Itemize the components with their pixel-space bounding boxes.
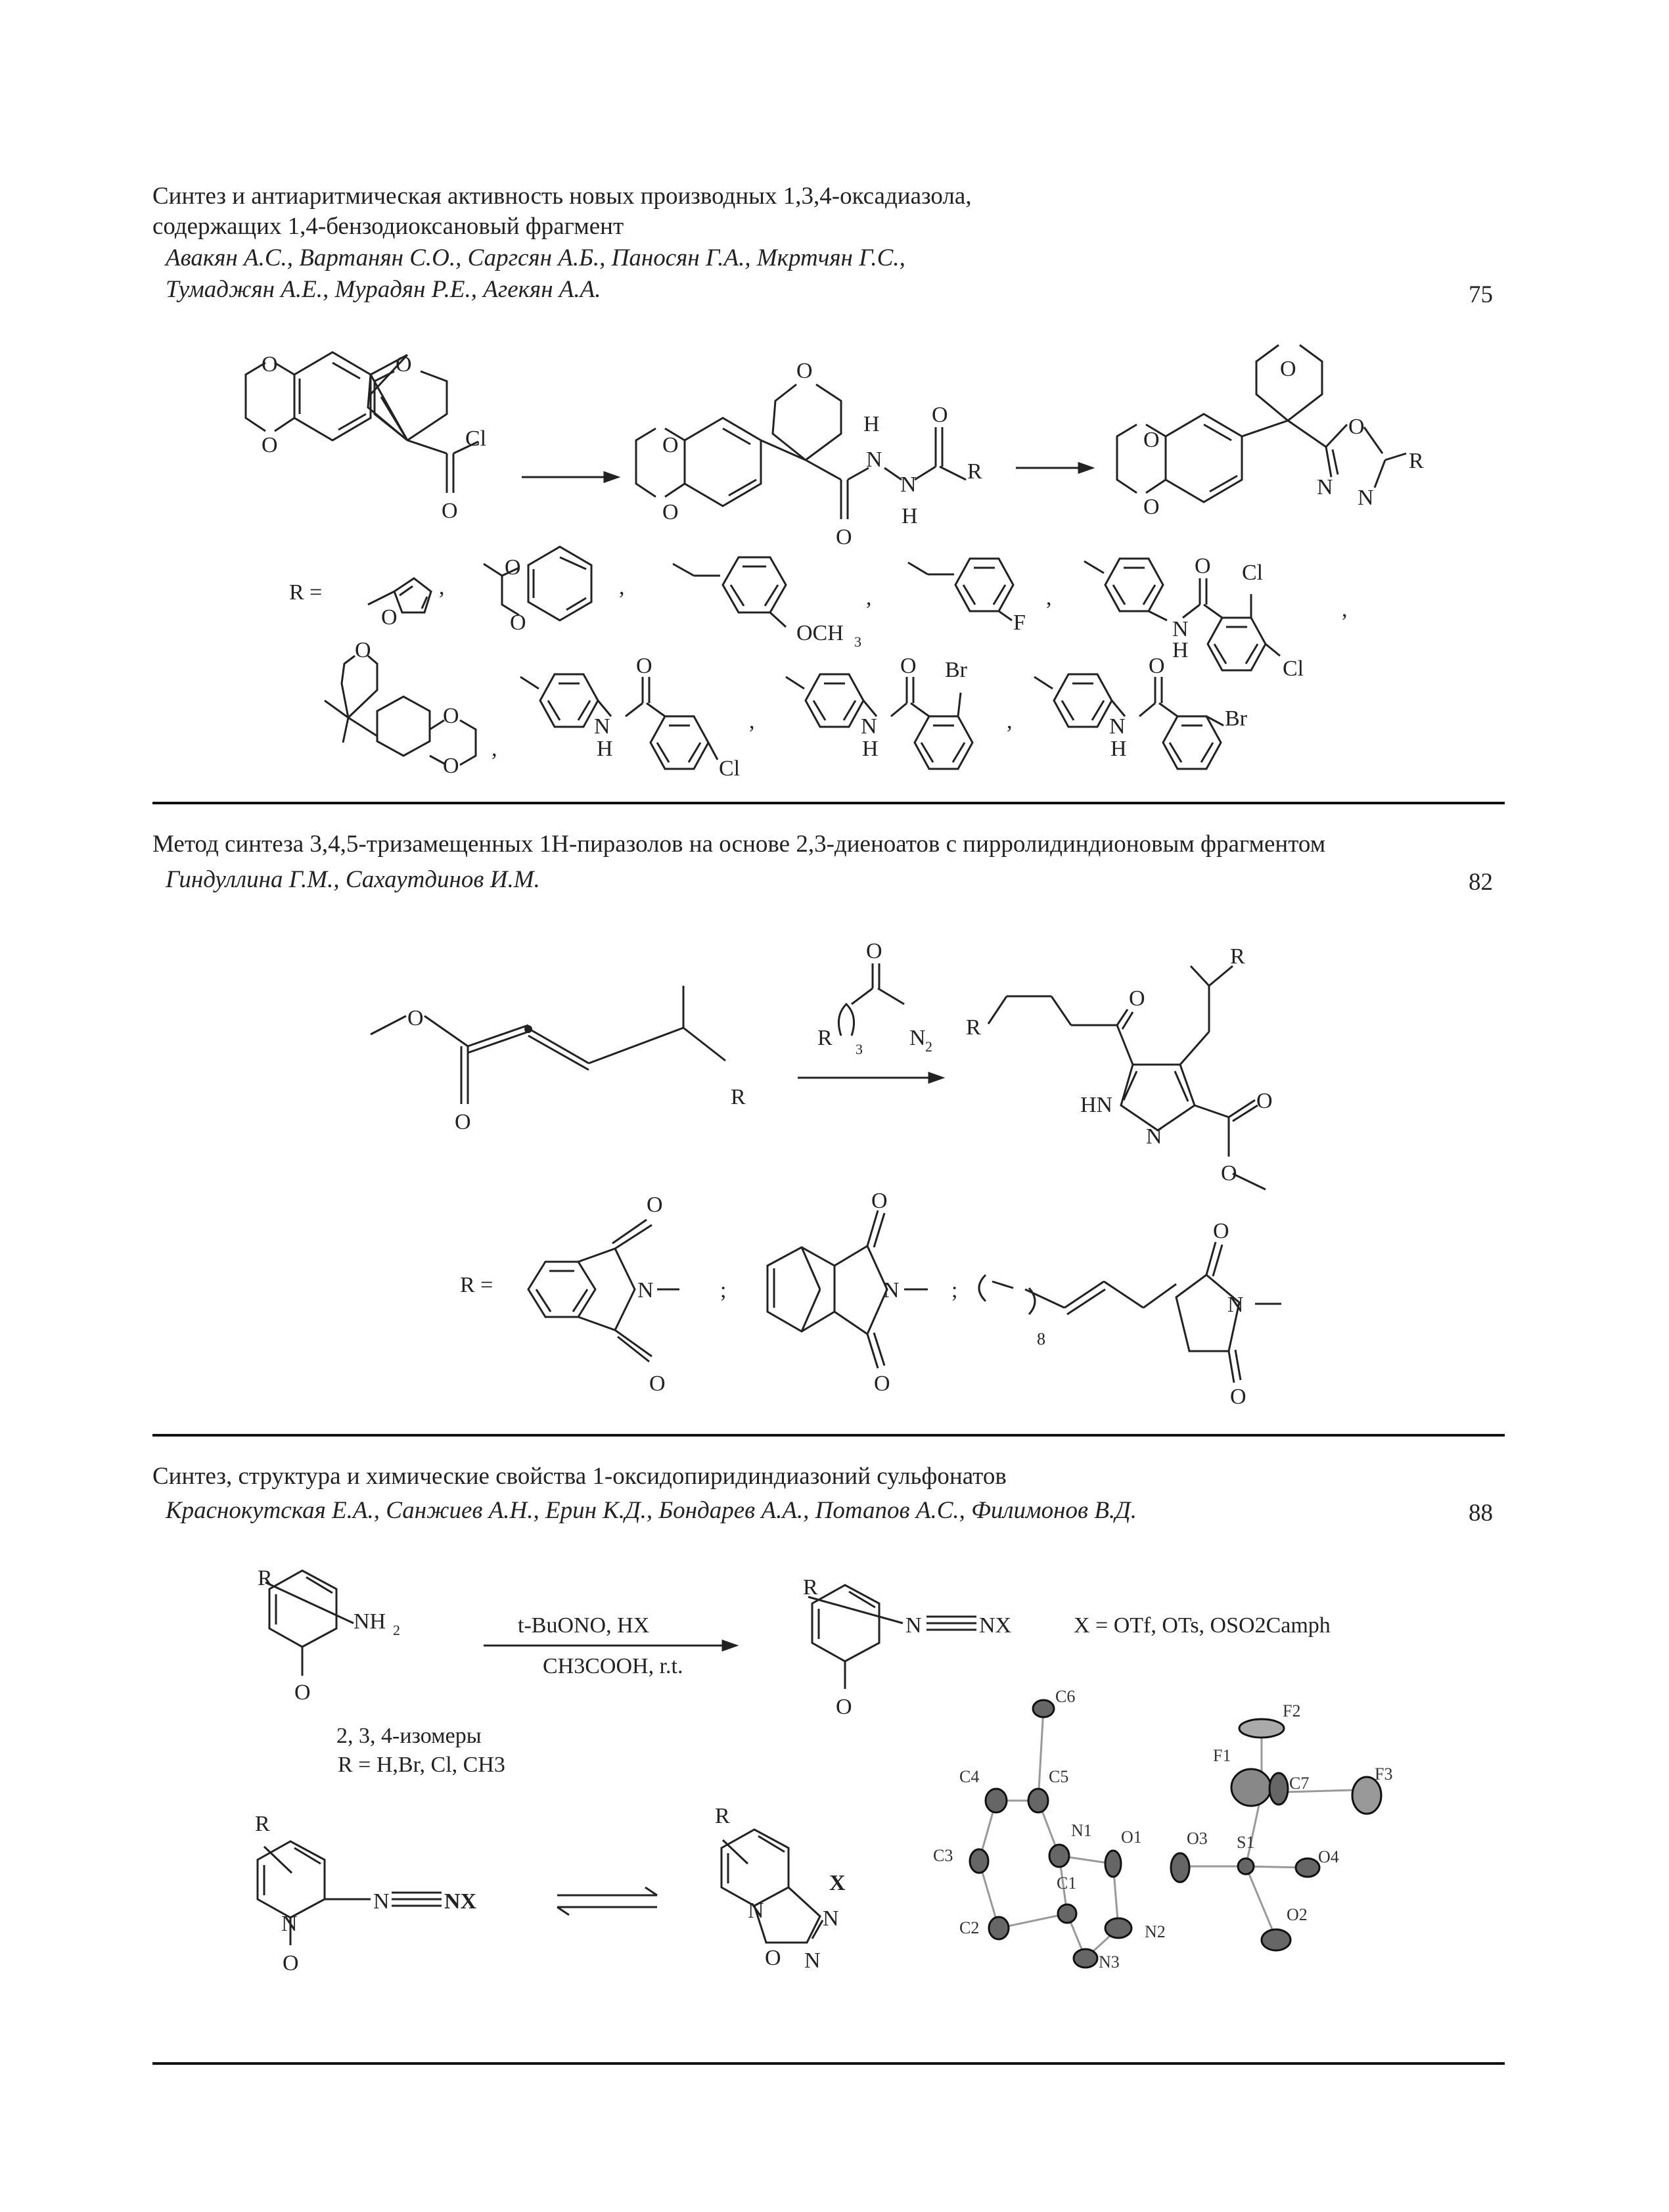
section-2-title: Метод синтеза 3,4,5-тризамещенных 1H-пиразолов на основе 2,3-диеноатов с пирролидиндионовым фрагментом (152, 831, 1326, 858)
o-atom: O (1221, 1161, 1237, 1186)
subscript-2: 2 (925, 1038, 932, 1055)
r-group: R (803, 1575, 818, 1600)
isomers-note: 2, 3, 4-изомеры (336, 1724, 482, 1748)
atom-label: F2 (1283, 1701, 1301, 1720)
o-atom: O (900, 654, 917, 678)
o-atom: O (455, 1110, 471, 1134)
scheme-1 (246, 345, 1424, 781)
o-atom: O (443, 704, 459, 728)
atom-label: N3 (1099, 1952, 1120, 1971)
x-definition: X = OTf, OTs, OSO2Camph (1074, 1613, 1331, 1638)
atom-label: N2 (1145, 1922, 1166, 1941)
atom-label: C3 (933, 1846, 953, 1865)
bromobenzamide-meta-aryl-group (1034, 674, 1223, 769)
o-minus-label: O (836, 1695, 852, 1719)
o-atom: O (1348, 415, 1365, 439)
o-atom: O (1129, 986, 1145, 1011)
n-atom: N (883, 1278, 900, 1302)
section-3-authors: Краснокутская Е.А., Санжиев А.Н., Ерин К.Д., Бондарев А.А., Потапов А.С., Филимонов В.Д. (166, 1497, 1137, 1524)
h-atom: H (597, 737, 613, 761)
r-group: R (817, 1026, 833, 1050)
diazoketone-reagent (838, 963, 904, 1036)
reagent-top: t-BuONO, HX (518, 1613, 650, 1638)
r-definition: R = H,Br, Cl, CH3 (338, 1753, 505, 1777)
pyridinediazonium-product (808, 1585, 976, 1689)
atom-label: O3 (1187, 1829, 1208, 1848)
atom-label: C4 (959, 1767, 980, 1786)
norbornene-dicarboximide-group (767, 1210, 928, 1368)
subscript-8: 8 (1037, 1329, 1045, 1348)
atom-label: C1 (1057, 1874, 1077, 1893)
reaction-arrow (798, 1073, 942, 1082)
pyrazole-product-structure (988, 966, 1266, 1189)
n-atom: N (900, 472, 917, 497)
comma: , (1007, 709, 1013, 733)
furyl-group (368, 578, 431, 612)
reaction-arrow (522, 472, 618, 482)
o-atom: O (932, 403, 948, 427)
comma: , (866, 586, 872, 610)
o-minus-label: O (765, 1946, 781, 1970)
section-1-page-number: 75 (1469, 281, 1493, 308)
atom-label: F3 (1375, 1764, 1393, 1784)
atom-label: F1 (1213, 1746, 1231, 1765)
section-1-title-line-1: Синтез и антиаритмическая активность новых производных 1,3,4-оксадиазола, (152, 183, 972, 210)
o-atom: O (1280, 357, 1296, 381)
o-atom: O (262, 433, 278, 457)
atom-label: O1 (1121, 1828, 1142, 1847)
acid-chloride-structure (246, 352, 478, 493)
r-group: R (1409, 449, 1424, 473)
comma: , (492, 737, 497, 761)
o-atom: O (1230, 1385, 1246, 1409)
h-atom: H (863, 412, 880, 436)
n-atom: N (1227, 1293, 1244, 1317)
n-atom: N (861, 714, 877, 739)
o-atom: O (355, 638, 371, 662)
n-atom: N (905, 1613, 922, 1638)
n-atom: N (1317, 475, 1333, 499)
section-2-authors: Гиндуллина Г.М., Сахаутдинов И.М. (166, 866, 540, 893)
n-atom: N (1358, 486, 1374, 510)
och3-subscript: 3 (854, 634, 861, 650)
o-atom: O (649, 1371, 666, 1396)
semicolon: ; (951, 1278, 958, 1302)
chlorobenzamide-aryl-group (520, 674, 718, 769)
o-atom: O (871, 1189, 888, 1213)
hydrazide-structure (636, 384, 966, 519)
o-atom: O (1213, 1219, 1229, 1243)
r-group: R (255, 1812, 270, 1836)
n-atom: N (748, 1899, 764, 1923)
nh2-label: NH (354, 1609, 386, 1634)
br-atom: Br (945, 658, 967, 682)
n-atom: N (373, 1889, 390, 1914)
scheme-3 (255, 1566, 1392, 1975)
o-atom: O (1149, 654, 1165, 678)
comma: , (1046, 586, 1052, 610)
allene-center-dot (524, 1025, 532, 1033)
r-group: R (715, 1804, 730, 1828)
o-atom: O (647, 1193, 663, 1217)
o-atom: O (662, 433, 679, 457)
n2-label: N (909, 1026, 926, 1050)
methoxybenzyl-group (673, 557, 786, 627)
atom-label: C6 (1055, 1687, 1076, 1706)
subscript-3: 3 (856, 1041, 863, 1057)
r-group: R (967, 459, 982, 484)
atom-label: S1 (1237, 1833, 1255, 1852)
o-atom: O (510, 611, 526, 635)
subscript-2: 2 (393, 1622, 400, 1638)
o-atom: O (1195, 554, 1211, 578)
phthalimide-group (528, 1220, 679, 1362)
bromobenzamide-ortho-aryl-group (786, 674, 972, 769)
n-atom: N (594, 714, 610, 739)
n-atom: N (1172, 617, 1189, 641)
o-atom: O (407, 1006, 424, 1030)
reaction-arrow (484, 1641, 736, 1650)
h-atom: H (1110, 737, 1127, 761)
n-atom: N (281, 1912, 298, 1936)
o-atom: O (443, 754, 459, 778)
reaction-arrow (1016, 463, 1092, 472)
o-atom: O (796, 359, 813, 383)
nx-label: NX (444, 1889, 477, 1914)
ortep-crystal-structure (970, 1700, 1381, 1968)
section-1-authors-line-2: Тумаджян А.Е., Мурадян Р.Е., Агекян А.А. (166, 276, 601, 303)
h-atom: H (902, 504, 918, 528)
n-atom: N (1109, 714, 1126, 739)
section-1-authors-line-1: Авакян А.С., Вартанян С.О., Саргсян А.Б., Паносян Г.А., Мкртчян Г.С., (166, 244, 905, 271)
cl-atom: Cl (465, 426, 487, 451)
o-atom: O (866, 939, 882, 963)
cyclic-oxatriazolium-structure (721, 1830, 823, 1943)
n-atom: N (637, 1278, 654, 1302)
h-atom: H (1172, 638, 1189, 662)
h-atom: H (862, 737, 879, 761)
r-group: R (258, 1566, 273, 1590)
n-atom: N (866, 448, 882, 472)
atom-label: O2 (1287, 1905, 1308, 1924)
o-atom: O (442, 499, 458, 523)
r-group: R (731, 1085, 746, 1109)
cl-atom: Cl (719, 756, 741, 781)
atom-label: C2 (959, 1918, 980, 1937)
br-atom: Br (1225, 706, 1247, 731)
section-3-title: Синтез, структура и химические свойства 1-оксидопиридиндиазоний сульфонатов (152, 1463, 1007, 1490)
atom-label: C5 (1049, 1767, 1069, 1786)
comma: , (619, 575, 625, 599)
aminopyridine-n-oxide (265, 1571, 354, 1676)
n-atom: N (804, 1948, 821, 1973)
o-atom: O (662, 500, 679, 524)
o-atom: O (874, 1371, 890, 1396)
r-group: R (1230, 944, 1245, 969)
x-minus-label: X (829, 1871, 846, 1895)
r-group: R (966, 1015, 981, 1040)
o-atom: O (396, 352, 412, 377)
comma: , (749, 709, 755, 733)
section-2-page-number: 82 (1469, 869, 1493, 896)
o-atom: O (636, 654, 652, 678)
scheme-2 (371, 939, 1281, 1409)
fluorobenzyl-group (908, 559, 1013, 620)
n-atom: N (823, 1906, 839, 1931)
och3-label: OCH (796, 621, 844, 645)
hn-label: HN (1080, 1093, 1113, 1117)
o-minus-label: O (283, 1951, 299, 1975)
o-atom: O (381, 605, 398, 630)
cl-atom: Cl (1242, 561, 1264, 585)
n-atom: N (1146, 1124, 1162, 1149)
comma: , (439, 575, 445, 599)
r-equals-label: R = (460, 1273, 493, 1297)
atom-label: N1 (1071, 1821, 1092, 1840)
o-atom: O (836, 525, 852, 549)
o-atom: O (1256, 1089, 1273, 1113)
section-1-title-line-2: содержащих 1,4-бензодиоксановый фрагмент (152, 213, 624, 240)
atom-label: C7 (1289, 1774, 1310, 1793)
equilibrium-arrows (557, 1887, 657, 1915)
nx-label: NX (979, 1613, 1012, 1638)
o-atom: O (262, 352, 278, 377)
o-minus-label: O (294, 1680, 311, 1705)
o-atom: O (1143, 495, 1160, 519)
section-3-page-number: 88 (1469, 1500, 1493, 1527)
o-atom: O (1143, 428, 1160, 452)
cl-atom: Cl (1283, 657, 1304, 681)
benzodioxanylmethyl-group (484, 547, 591, 620)
reagent-bottom: CH3COOH, r.t. (543, 1654, 683, 1678)
semicolon: ; (720, 1278, 727, 1302)
dienoate-structure (371, 986, 725, 1104)
comma: , (1342, 597, 1348, 622)
atom-label: O4 (1318, 1847, 1339, 1866)
r-equals-label: R = (289, 580, 323, 605)
o-atom: O (505, 555, 521, 580)
f-atom: F (1013, 611, 1026, 635)
